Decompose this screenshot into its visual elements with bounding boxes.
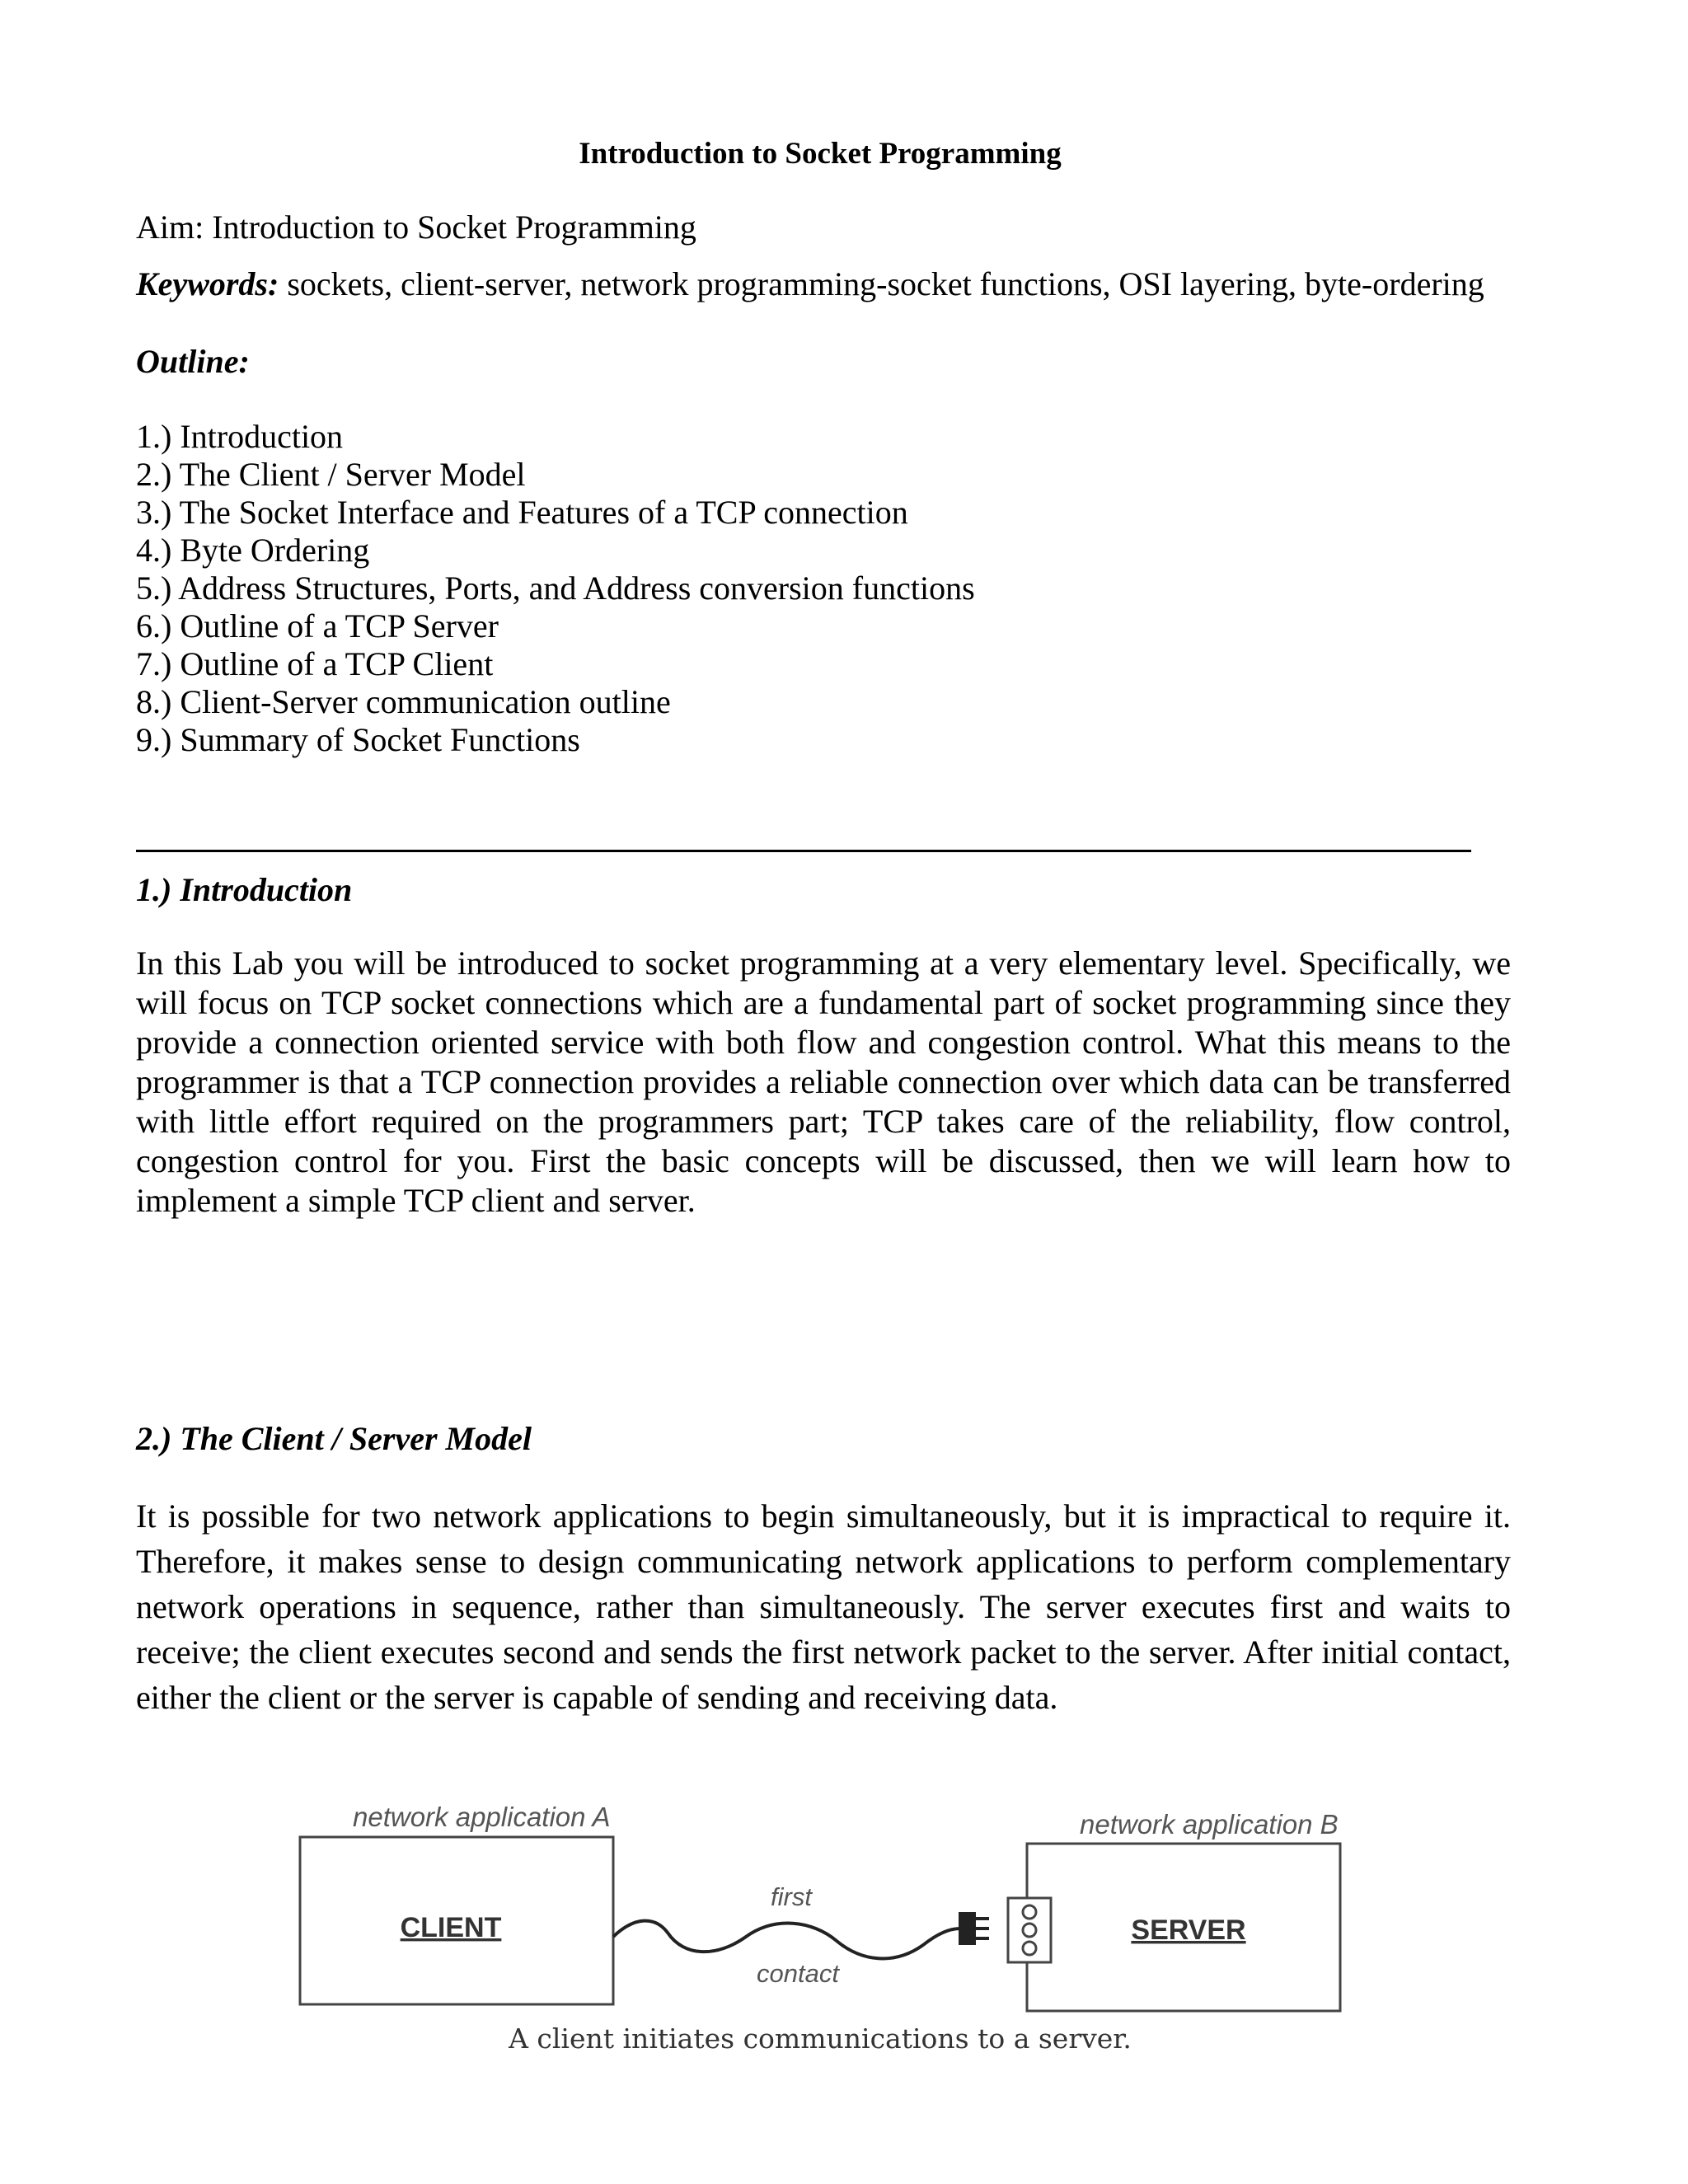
- keywords-label: Keywords:: [136, 265, 279, 302]
- outline-list: [136, 418, 975, 759]
- outline-item: 7.) Outline of a TCP Client: [136, 645, 494, 682]
- socket-port: [1008, 1898, 1051, 1962]
- app-a-label: network application A: [353, 1802, 611, 1832]
- server-label: SERVER: [1131, 1915, 1246, 1946]
- socket-hole-icon: [1023, 1924, 1036, 1937]
- section-divider: [136, 850, 1471, 852]
- keywords-line: [136, 265, 1484, 303]
- server-box: [1027, 1844, 1340, 2011]
- client-server-paragraph: It is possible for two network applications to begin simultaneously, but it is impractical to require it. Therefore, it makes sense to design communicating network applications to perform complementary network operations in sequence, rather than simultaneously. The server executes first and waits to receive; the client executes second and sends the first network packet to the server. After initial contact, either the client or the server is capable of sending and receiving data.: [136, 1497, 1511, 1716]
- figure-caption: A client initiates communications to a server.: [509, 2022, 1132, 2055]
- outline-item: 9.) Summary of Socket Functions: [136, 721, 580, 758]
- outline-heading: Outline:: [136, 343, 250, 380]
- plug-icon: [960, 1914, 989, 1943]
- introduction-paragraph: In this Lab you will be introduced to socket programming at a very elementary level. Specifically, we will focus on TCP socket connections which are a fundamental part of socket programming since they provide a connection oriented service with both flow and congestion control. What this means to the programmer is that a TCP connection provides a reliable connection over which data can be transferred with little effort required on the programmers part; TCP takes care of the reliability, flow control, congestion control for you. First the basic concepts will be discussed, then we will learn how to implement a simple TCP client and server.: [136, 944, 1511, 1219]
- keywords-text: sockets, client-server, network programming-socket functions, OSI layering, byte-ordering: [279, 265, 1484, 302]
- outline-item: 5.) Address Structures, Ports, and Address conversion functions: [136, 569, 975, 607]
- document-title: Introduction to Socket Programming: [579, 137, 1062, 171]
- outline-item: 4.) Byte Ordering: [136, 532, 370, 569]
- connection-cable: [613, 1921, 960, 1959]
- first-label: first: [771, 1882, 812, 1911]
- outline-item: 2.) The Client / Server Model: [136, 456, 526, 493]
- client-box: [300, 1837, 613, 2004]
- aim-line: Aim: Introduction to Socket Programming: [136, 209, 696, 246]
- outline-item: 8.) Client-Server communication outline: [136, 683, 671, 720]
- client-label: CLIENT: [400, 1912, 502, 1943]
- socket-hole-icon: [1023, 1942, 1036, 1955]
- section-heading-client-server-model: 2.) The Client / Server Model: [136, 1420, 532, 1457]
- outline-item: 3.) The Socket Interface and Features of a TCP connection: [136, 494, 908, 531]
- outline-item: 1.) Introduction: [136, 418, 344, 455]
- contact-label: contact: [757, 1959, 839, 1988]
- socket-hole-icon: [1023, 1905, 1036, 1919]
- outline-item: 6.) Outline of a TCP Server: [136, 607, 499, 644]
- app-b-label: network application B: [1080, 1809, 1339, 1840]
- section-heading-introduction: 1.) Introduction: [136, 871, 353, 908]
